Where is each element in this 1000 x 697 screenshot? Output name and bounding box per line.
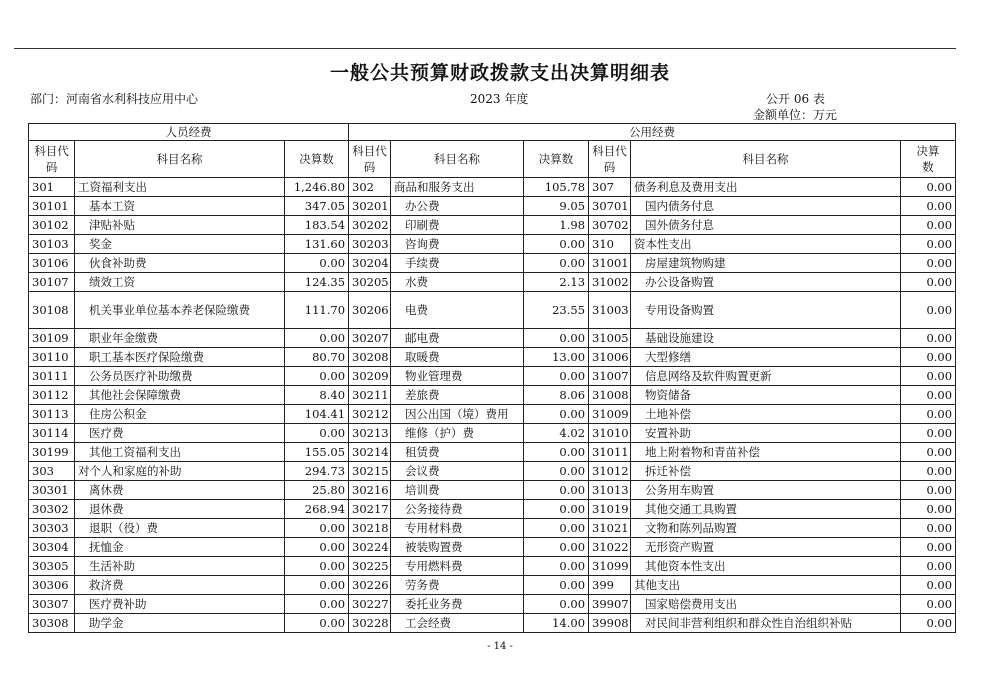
name-cell: 绩效工资 — [75, 273, 285, 292]
name-cell: 津贴补贴 — [75, 216, 285, 235]
page-title: 一般公共预算财政拨款支出决算明细表 — [329, 62, 670, 84]
amount-cell: 0.00 — [901, 292, 956, 329]
code-cell: 30205 — [349, 273, 391, 292]
amount-cell: 0.00 — [285, 614, 349, 633]
name-cell: 邮电费 — [391, 329, 524, 348]
amount-cell: 0.00 — [524, 443, 589, 462]
code-cell: 30224 — [349, 538, 391, 557]
name-cell: 会议费 — [391, 462, 524, 481]
name-cell: 退职（役）费 — [75, 519, 285, 538]
name-cell: 基础设施建设 — [631, 329, 901, 348]
name-cell: 因公出国（境）费用 — [391, 405, 524, 424]
expenditure-table — [28, 123, 956, 633]
name-cell: 办公费 — [391, 197, 524, 216]
table-row — [29, 292, 956, 329]
name-cell: 机关事业单位基本养老保险缴费 — [75, 292, 285, 329]
amount-cell: 0.00 — [901, 235, 956, 254]
unit-label: 金额单位：万元 — [753, 108, 838, 122]
code-cell: 30304 — [29, 538, 75, 557]
name-cell: 信息网络及软件购置更新 — [631, 367, 901, 386]
name-cell: 物资储备 — [631, 386, 901, 405]
code-cell: 30108 — [29, 292, 75, 329]
code-cell: 31009 — [589, 405, 631, 424]
amount-cell: 23.55 — [524, 292, 589, 329]
department-label: 部门：河南省水利科技应用中心 — [30, 92, 199, 106]
code-cell: 30199 — [29, 443, 75, 462]
code-cell: 30201 — [349, 197, 391, 216]
name-cell: 专用设备购置 — [631, 292, 901, 329]
name-cell: 取暖费 — [391, 348, 524, 367]
code-cell: 31005 — [589, 329, 631, 348]
name-cell: 抚恤金 — [75, 538, 285, 557]
name-cell: 工会经费 — [391, 614, 524, 633]
code-cell: 30226 — [349, 576, 391, 595]
code-cell: 30103 — [29, 235, 75, 254]
amount-cell: 13.00 — [524, 348, 589, 367]
name-cell: 维修（护）费 — [391, 424, 524, 443]
name-cell: 拆迁补偿 — [631, 462, 901, 481]
name-cell: 无形资产购置 — [631, 538, 901, 557]
table-row — [29, 500, 956, 519]
name-cell: 土地补偿 — [631, 405, 901, 424]
amount-cell: 0.00 — [285, 424, 349, 443]
name-cell: 被装购置费 — [391, 538, 524, 557]
code-cell: 31001 — [589, 254, 631, 273]
amount-cell: 0.00 — [524, 500, 589, 519]
name-cell: 对个人和家庭的补助 — [75, 462, 285, 481]
code-cell: 31008 — [589, 386, 631, 405]
name-cell: 对民间非营利组织和群众性自治组织补贴 — [631, 614, 901, 633]
header-code: 科目代码 — [29, 141, 75, 178]
amount-cell: 0.00 — [524, 481, 589, 500]
amount-cell: 0.00 — [901, 614, 956, 633]
code-cell: 301 — [29, 178, 75, 197]
code-cell: 31010 — [589, 424, 631, 443]
table-row — [29, 614, 956, 633]
code-cell: 30216 — [349, 481, 391, 500]
name-cell: 培训费 — [391, 481, 524, 500]
name-cell: 咨询费 — [391, 235, 524, 254]
table-row — [29, 197, 956, 216]
name-cell: 商品和服务支出 — [391, 178, 524, 197]
amount-cell: 0.00 — [901, 595, 956, 614]
code-cell: 39907 — [589, 595, 631, 614]
code-cell: 30307 — [29, 595, 75, 614]
amount-cell: 0.00 — [285, 329, 349, 348]
amount-cell: 0.00 — [901, 178, 956, 197]
code-cell: 30114 — [29, 424, 75, 443]
code-cell: 31022 — [589, 538, 631, 557]
code-cell: 30206 — [349, 292, 391, 329]
table-row — [29, 329, 956, 348]
amount-cell: 0.00 — [901, 462, 956, 481]
code-cell: 31006 — [589, 348, 631, 367]
name-cell: 印刷费 — [391, 216, 524, 235]
code-cell: 30228 — [349, 614, 391, 633]
amount-cell: 0.00 — [524, 367, 589, 386]
name-cell: 其他支出 — [631, 576, 901, 595]
code-cell: 31013 — [589, 481, 631, 500]
code-cell: 303 — [29, 462, 75, 481]
table-row — [29, 348, 956, 367]
code-cell: 30217 — [349, 500, 391, 519]
name-cell: 医疗费补助 — [75, 595, 285, 614]
name-cell: 办公设备购置 — [631, 273, 901, 292]
code-cell: 30305 — [29, 557, 75, 576]
name-cell: 其他社会保障缴费 — [75, 386, 285, 405]
name-cell: 电费 — [391, 292, 524, 329]
code-cell: 30113 — [29, 405, 75, 424]
amount-cell: 347.05 — [285, 197, 349, 216]
amount-cell: 0.00 — [524, 254, 589, 273]
name-cell: 医疗费 — [75, 424, 285, 443]
amount-cell: 0.00 — [285, 576, 349, 595]
table-row — [29, 443, 956, 462]
amount-cell: 0.00 — [285, 595, 349, 614]
name-cell: 离休费 — [75, 481, 285, 500]
name-cell: 奖金 — [75, 235, 285, 254]
name-cell: 其他工资福利支出 — [75, 443, 285, 462]
code-cell: 307 — [589, 178, 631, 197]
code-cell: 30203 — [349, 235, 391, 254]
amount-cell: 0.00 — [901, 481, 956, 500]
code-cell: 30213 — [349, 424, 391, 443]
amount-cell: 1,246.80 — [285, 178, 349, 197]
name-cell: 生活补助 — [75, 557, 285, 576]
amount-cell: 0.00 — [524, 462, 589, 481]
code-cell: 30102 — [29, 216, 75, 235]
name-cell: 其他资本性支出 — [631, 557, 901, 576]
amount-cell: 0.00 — [901, 538, 956, 557]
amount-cell: 0.00 — [524, 576, 589, 595]
name-cell: 助学金 — [75, 614, 285, 633]
name-cell: 基本工资 — [75, 197, 285, 216]
amount-cell: 104.41 — [285, 405, 349, 424]
code-cell: 30211 — [349, 386, 391, 405]
amount-cell: 0.00 — [524, 595, 589, 614]
name-cell: 公务员医疗补助缴费 — [75, 367, 285, 386]
amount-cell: 0.00 — [524, 519, 589, 538]
amount-cell: 0.00 — [285, 557, 349, 576]
top-rule — [14, 48, 956, 49]
name-cell: 伙食补助费 — [75, 254, 285, 273]
amount-cell: 25.80 — [285, 481, 349, 500]
amount-cell: 155.05 — [285, 443, 349, 462]
year-label: 2023 年度 — [470, 92, 529, 106]
amount-cell: 0.00 — [524, 557, 589, 576]
name-cell: 水费 — [391, 273, 524, 292]
amount-cell: 2.13 — [524, 273, 589, 292]
code-cell: 30214 — [349, 443, 391, 462]
code-cell: 30306 — [29, 576, 75, 595]
name-cell: 资本性支出 — [631, 235, 901, 254]
code-cell: 30106 — [29, 254, 75, 273]
table-row — [29, 216, 956, 235]
code-cell: 31002 — [589, 273, 631, 292]
code-cell: 30215 — [349, 462, 391, 481]
header-amount: 决算数 — [285, 141, 349, 178]
header-amount: 决算数 — [901, 141, 956, 178]
name-cell: 公务用车购置 — [631, 481, 901, 500]
name-cell: 国外债务付息 — [631, 216, 901, 235]
code-cell: 31011 — [589, 443, 631, 462]
amount-cell: 0.00 — [285, 367, 349, 386]
table-row — [29, 405, 956, 424]
code-cell: 30227 — [349, 595, 391, 614]
amount-cell: 131.60 — [285, 235, 349, 254]
page-number: - 14 - — [487, 641, 513, 652]
amount-cell: 124.35 — [285, 273, 349, 292]
code-cell: 30107 — [29, 273, 75, 292]
code-cell: 30303 — [29, 519, 75, 538]
amount-cell: 14.00 — [524, 614, 589, 633]
form-number: 公开 06 表 — [766, 92, 825, 106]
amount-cell: 0.00 — [524, 235, 589, 254]
code-cell: 30702 — [589, 216, 631, 235]
code-cell: 399 — [589, 576, 631, 595]
name-cell: 安置补助 — [631, 424, 901, 443]
name-cell: 国内债务付息 — [631, 197, 901, 216]
table-row — [29, 519, 956, 538]
header-code: 科目代码 — [349, 141, 391, 178]
table-row — [29, 538, 956, 557]
amount-cell: 294.73 — [285, 462, 349, 481]
amount-cell: 0.00 — [524, 329, 589, 348]
amount-cell: 0.00 — [901, 386, 956, 405]
header-amount: 决算数 — [524, 141, 589, 178]
name-cell: 差旅费 — [391, 386, 524, 405]
amount-cell: 8.06 — [524, 386, 589, 405]
amount-cell: 0.00 — [524, 405, 589, 424]
table-row — [29, 576, 956, 595]
code-cell: 30301 — [29, 481, 75, 500]
table-row — [29, 273, 956, 292]
header-name: 科目名称 — [75, 141, 285, 178]
name-cell: 债务利息及费用支出 — [631, 178, 901, 197]
code-cell: 39908 — [589, 614, 631, 633]
code-cell: 30701 — [589, 197, 631, 216]
code-cell: 30202 — [349, 216, 391, 235]
code-cell: 31007 — [589, 367, 631, 386]
name-cell: 委托业务费 — [391, 595, 524, 614]
code-cell: 31021 — [589, 519, 631, 538]
amount-cell: 0.00 — [901, 197, 956, 216]
name-cell: 物业管理费 — [391, 367, 524, 386]
table-row — [29, 462, 956, 481]
code-cell: 30110 — [29, 348, 75, 367]
header-code: 科目代码 — [589, 141, 631, 178]
name-cell: 劳务费 — [391, 576, 524, 595]
code-cell: 30212 — [349, 405, 391, 424]
name-cell: 大型修缮 — [631, 348, 901, 367]
code-cell: 30209 — [349, 367, 391, 386]
name-cell: 手续费 — [391, 254, 524, 273]
header-name: 科目名称 — [391, 141, 524, 178]
amount-cell: 0.00 — [285, 538, 349, 557]
name-cell: 专用燃料费 — [391, 557, 524, 576]
code-cell: 30207 — [349, 329, 391, 348]
name-cell: 住房公积金 — [75, 405, 285, 424]
amount-cell: 0.00 — [901, 405, 956, 424]
amount-cell: 0.00 — [901, 500, 956, 519]
amount-cell: 1.98 — [524, 216, 589, 235]
name-cell: 工资福利支出 — [75, 178, 285, 197]
code-cell: 31003 — [589, 292, 631, 329]
table-row — [29, 367, 956, 386]
amount-cell: 4.02 — [524, 424, 589, 443]
code-cell: 310 — [589, 235, 631, 254]
amount-cell: 0.00 — [901, 329, 956, 348]
code-cell: 31099 — [589, 557, 631, 576]
table-row — [29, 595, 956, 614]
name-cell: 职工基本医疗保险缴费 — [75, 348, 285, 367]
amount-cell: 0.00 — [285, 519, 349, 538]
amount-cell: 80.70 — [285, 348, 349, 367]
amount-cell: 0.00 — [285, 254, 349, 273]
code-cell: 31012 — [589, 462, 631, 481]
name-cell: 职业年金缴费 — [75, 329, 285, 348]
code-cell: 30225 — [349, 557, 391, 576]
table-row — [29, 557, 956, 576]
amount-cell: 0.00 — [901, 216, 956, 235]
name-cell: 文物和陈列品购置 — [631, 519, 901, 538]
code-cell: 30302 — [29, 500, 75, 519]
table-row — [29, 178, 956, 197]
name-cell: 退休费 — [75, 500, 285, 519]
table-row — [29, 424, 956, 443]
amount-cell: 9.05 — [524, 197, 589, 216]
name-cell: 租赁费 — [391, 443, 524, 462]
amount-cell: 105.78 — [524, 178, 589, 197]
code-cell: 30204 — [349, 254, 391, 273]
name-cell: 专用材料费 — [391, 519, 524, 538]
header-name: 科目名称 — [631, 141, 901, 178]
amount-cell: 0.00 — [524, 538, 589, 557]
code-cell: 30109 — [29, 329, 75, 348]
name-cell: 救济费 — [75, 576, 285, 595]
code-cell: 30208 — [349, 348, 391, 367]
name-cell: 地上附着物和青苗补偿 — [631, 443, 901, 462]
table-row — [29, 481, 956, 500]
group-personnel: 人员经费 — [29, 124, 349, 141]
table-row — [29, 235, 956, 254]
code-cell: 30218 — [349, 519, 391, 538]
amount-cell: 111.70 — [285, 292, 349, 329]
table-row — [29, 254, 956, 273]
code-cell: 30112 — [29, 386, 75, 405]
name-cell: 公务接待费 — [391, 500, 524, 519]
amount-cell: 0.00 — [901, 519, 956, 538]
amount-cell: 0.00 — [901, 443, 956, 462]
amount-cell: 0.00 — [901, 273, 956, 292]
amount-cell: 268.94 — [285, 500, 349, 519]
amount-cell: 0.00 — [901, 424, 956, 443]
amount-cell: 8.40 — [285, 386, 349, 405]
name-cell: 国家赔偿费用支出 — [631, 595, 901, 614]
code-cell: 30111 — [29, 367, 75, 386]
amount-cell: 0.00 — [901, 576, 956, 595]
amount-cell: 0.00 — [901, 557, 956, 576]
amount-cell: 0.00 — [901, 254, 956, 273]
name-cell: 其他交通工具购置 — [631, 500, 901, 519]
table-row — [29, 386, 956, 405]
amount-cell: 0.00 — [901, 367, 956, 386]
name-cell: 房屋建筑物购建 — [631, 254, 901, 273]
group-public: 公用经费 — [349, 124, 956, 141]
code-cell: 30101 — [29, 197, 75, 216]
amount-cell: 0.00 — [901, 348, 956, 367]
code-cell: 302 — [349, 178, 391, 197]
code-cell: 30308 — [29, 614, 75, 633]
code-cell: 31019 — [589, 500, 631, 519]
amount-cell: 183.54 — [285, 216, 349, 235]
